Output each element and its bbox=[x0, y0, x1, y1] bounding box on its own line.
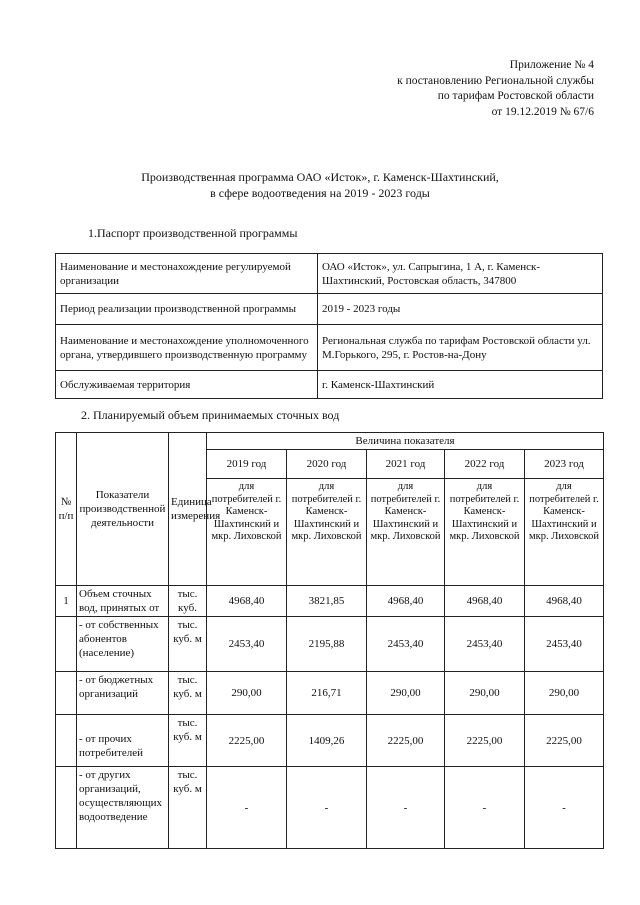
section1-heading: 1.Паспорт производственной программы bbox=[88, 226, 298, 240]
row-value: 2453,40 bbox=[525, 617, 604, 672]
document-title bbox=[0, 170, 640, 201]
appendix-line: от 19.12.2019 № 67/6 bbox=[491, 105, 594, 118]
table-cell-label: Обслуживаемая территория bbox=[56, 371, 318, 399]
volume-table bbox=[55, 432, 604, 849]
year-header: 2023 год bbox=[525, 450, 604, 479]
table-row bbox=[56, 371, 603, 399]
row-name: - от собственных абонентов (население) bbox=[77, 617, 169, 672]
appendix-line: по тарифам Ростовской области bbox=[437, 90, 594, 102]
header-name: Показатели производственной деятельности bbox=[77, 433, 169, 586]
row-value: 2225,00 bbox=[445, 715, 525, 767]
title-line: в сфере водоотведения на 2019 - 2023 годы bbox=[210, 185, 430, 200]
header-value: Величина показателя bbox=[207, 433, 604, 450]
table-row bbox=[56, 586, 604, 617]
row-value: 2225,00 bbox=[525, 715, 604, 767]
row-name bbox=[77, 715, 169, 767]
row-value: 216,71 bbox=[287, 672, 367, 715]
table-row bbox=[56, 767, 604, 849]
row-value: 2225,00 bbox=[207, 715, 287, 767]
section2-heading: 2. Планируемый объем принимаемых сточных вод bbox=[81, 408, 340, 422]
row-value: 290,00 bbox=[367, 672, 445, 715]
table-cell-value: г. Каменск-Шахтинский bbox=[318, 371, 603, 399]
row-value: 2453,40 bbox=[445, 617, 525, 672]
row-value: - bbox=[287, 767, 367, 849]
appendix-line: Приложение № 4 bbox=[509, 59, 594, 71]
row-value: 4968,40 bbox=[525, 586, 604, 617]
consumer-note: для потребителей г. Каменск-Шахтинский и мкр. Лиховской bbox=[445, 479, 525, 586]
row-unit: тыс. куб. м bbox=[169, 715, 207, 767]
appendix-block bbox=[397, 58, 594, 120]
row-num bbox=[56, 767, 77, 849]
consumer-note: для потребителей г. Каменск-Шахтинский и мкр. Лиховской bbox=[367, 479, 445, 586]
row-value: 3821,85 bbox=[287, 586, 367, 617]
row-unit: тыс. куб. м bbox=[169, 617, 207, 672]
row-name bbox=[77, 586, 169, 617]
row-value: 2195,88 bbox=[287, 617, 367, 672]
table-cell-value: ОАО «Исток», ул. Сапрыгина, 1 А, г. Каменск-Шахтинский, Ростовская область, 347800 bbox=[318, 254, 603, 294]
row-value: 4968,40 bbox=[445, 586, 525, 617]
row-unit-text: тыс. куб. bbox=[177, 588, 198, 614]
year-header: 2019 год bbox=[207, 450, 287, 479]
header-unit: Единица измерения bbox=[169, 433, 207, 586]
table-cell-label: Период реализации производственной программы bbox=[56, 294, 318, 325]
year-header: 2022 год bbox=[445, 450, 525, 479]
row-value: - bbox=[367, 767, 445, 849]
row-value: 2225,00 bbox=[367, 715, 445, 767]
row-num bbox=[56, 672, 77, 715]
row-value: 290,00 bbox=[445, 672, 525, 715]
year-header: 2021 год bbox=[367, 450, 445, 479]
row-value: - bbox=[207, 767, 287, 849]
table-row bbox=[56, 254, 603, 294]
row-name: - от бюджетных организаций bbox=[77, 672, 169, 715]
year-header: 2020 год bbox=[287, 450, 367, 479]
table-cell-value: Региональная служба по тарифам Ростовской области ул. М.Горького, 295, г. Ростов-на-Дону bbox=[318, 325, 603, 371]
row-value: 290,00 bbox=[207, 672, 287, 715]
row-name-text: Объем сточных вод, принятых от bbox=[79, 588, 160, 614]
consumer-note: для потребителей г. Каменск-Шахтинский и мкр. Лиховской bbox=[287, 479, 367, 586]
row-unit: тыс. куб. м bbox=[169, 672, 207, 715]
table-cell-label: Наименование и местонахождение регулируемой организации bbox=[56, 254, 318, 294]
row-value: 290,00 bbox=[525, 672, 604, 715]
header-num: № п/п bbox=[56, 433, 77, 586]
row-num: 1 bbox=[56, 586, 77, 617]
row-value: 4968,40 bbox=[367, 586, 445, 617]
passport-table bbox=[55, 253, 603, 399]
table-row bbox=[56, 715, 604, 767]
row-value: - bbox=[445, 767, 525, 849]
table-row bbox=[56, 672, 604, 715]
row-value: 1409,26 bbox=[287, 715, 367, 767]
row-unit: тыс. куб. м bbox=[169, 767, 207, 849]
consumer-note: для потребителей г. Каменск-Шахтинский и мкр. Лиховской bbox=[525, 479, 604, 586]
row-name: - от других организаций, осуществляющих водоотведение bbox=[77, 767, 169, 849]
consumer-note: для потребителей г. Каменск-Шахтинский и мкр. Лиховской bbox=[207, 479, 287, 586]
table-cell-value: 2019 - 2023 годы bbox=[318, 294, 603, 325]
row-num bbox=[56, 617, 77, 672]
row-value: 2453,40 bbox=[207, 617, 287, 672]
row-value: 4968,40 bbox=[207, 586, 287, 617]
table-cell-label: Наименование и местонахождение уполномоченного органа, утвердившего производственную программу bbox=[56, 325, 318, 371]
appendix-line: к постановлению Региональной службы bbox=[397, 74, 594, 87]
table-row bbox=[56, 433, 604, 450]
row-unit bbox=[169, 586, 207, 617]
row-value: 2453,40 bbox=[367, 617, 445, 672]
title-line: Производственная программа ОАО «Исток», г. Каменск-Шахтинский, bbox=[141, 170, 499, 184]
table-row bbox=[56, 325, 603, 371]
row-name-text: - от прочих потребителей bbox=[79, 733, 143, 759]
row-value: - bbox=[525, 767, 604, 849]
table-row bbox=[56, 294, 603, 325]
row-num bbox=[56, 715, 77, 767]
table-row bbox=[56, 617, 604, 672]
